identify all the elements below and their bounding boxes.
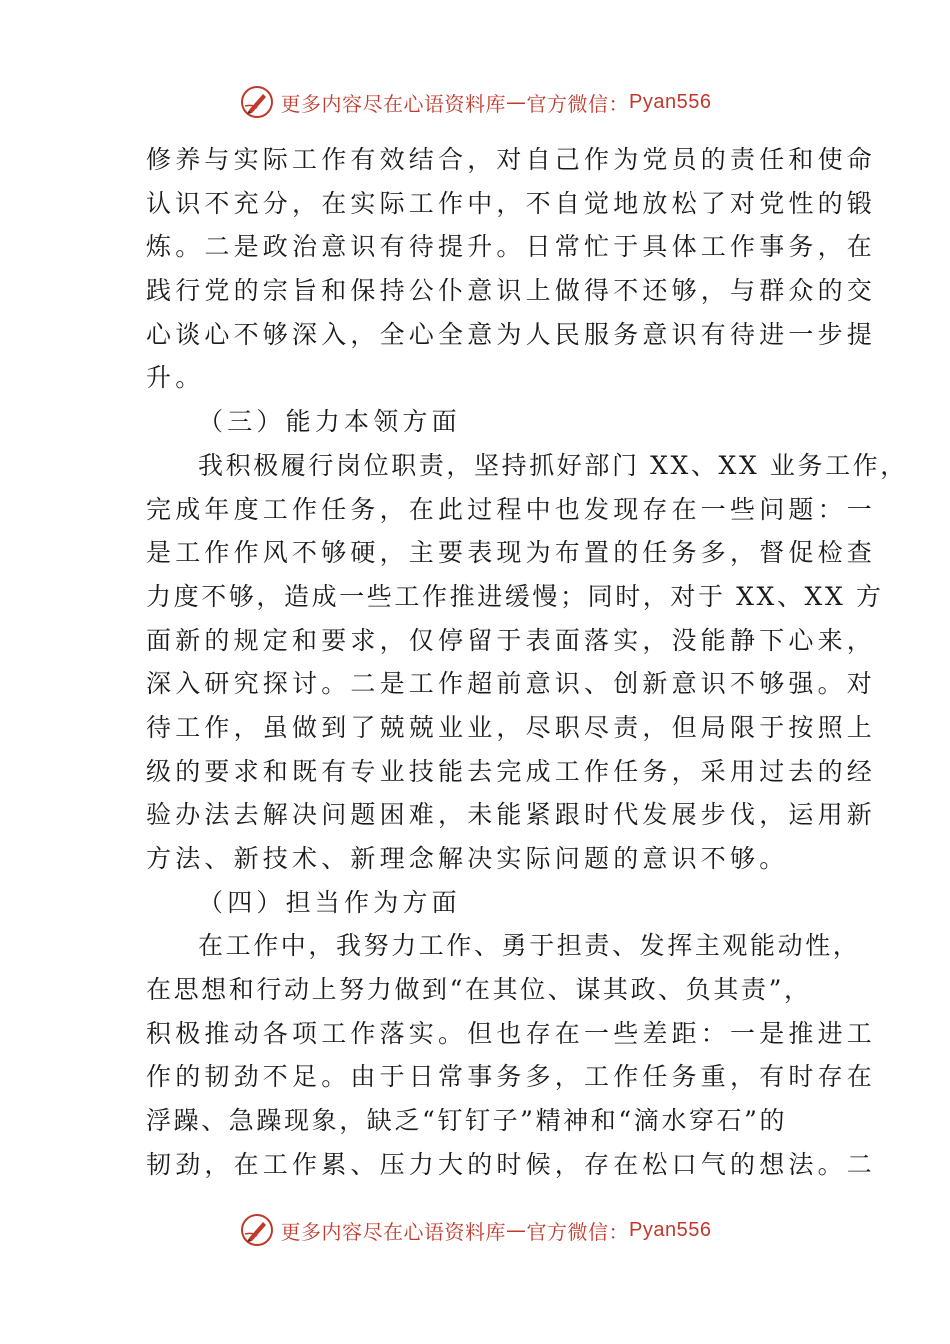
section-heading-responsibility: （四）担当作为方面 <box>198 887 461 917</box>
document-body <box>146 138 908 1187</box>
section-heading-ability: （三）能力本领方面 <box>198 407 461 437</box>
header-watermark-banner <box>0 82 950 122</box>
text-line: 践行党的宗旨和保持公仆意识上做得不还够，与群众的交 <box>146 276 877 306</box>
text-line: 我积极履行岗位职责，坚持抓好部门 XX、XX 业务工作， <box>198 450 908 480</box>
text-line: 韧劲，在工作累、压力大的时候，存在松口气的想法。二 <box>146 1149 877 1179</box>
watermark-wechat-label: 官方微信： <box>526 91 630 116</box>
text-line: 是工作作风不够硬，主要表现为布置的任务多，督促检查 <box>146 538 877 568</box>
watermark-separator: — <box>506 1218 527 1242</box>
watermark-separator: — <box>506 90 527 114</box>
text-line: 修养与实际工作有效结合，对自己作为党员的责任和使命 <box>146 145 877 174</box>
watermark-wechat-id: Pyan556 <box>629 90 712 113</box>
text-line: 面新的规定和要求，仅停留于表面落实，没能静下心来， <box>146 625 877 655</box>
text-line: 级的要求和既有专业技能去完成工作任务，采用过去的经 <box>146 756 877 786</box>
text-line: 升。 <box>146 363 205 393</box>
text-line: 方法、新技术、新理念解决实际问题的意识不够。 <box>146 844 789 873</box>
text-line: 完成年度工作任务，在此过程中也发现存在一些问题：一 <box>146 494 877 524</box>
text-line: 认识不充分，在实际工作中，不自觉地放松了对党性的锻 <box>146 188 877 218</box>
text-line: 浮躁、急躁现象，缺乏“钉钉子”精神和“滴水穿石”的 <box>146 1106 788 1136</box>
watermark-main-text: 更多内容尽在心语资料库 <box>280 91 507 116</box>
text-line: 作的韧劲不足。由于日常事务多，工作任务重，有时存在 <box>146 1062 877 1092</box>
text-line: 验办法去解决问题困难，未能紧跟时代发展步伐，运用新 <box>146 800 877 830</box>
pen-quill-logo-icon <box>239 84 275 120</box>
text-line: 深入研究探讨。二是工作超前意识、创新意识不够强。对 <box>146 669 877 699</box>
watermark-main-text: 更多内容尽在心语资料库 <box>280 1219 507 1244</box>
text-line: 心谈心不够深入，全心全意为人民服务意识有待进一步提 <box>146 319 877 349</box>
pen-quill-logo-icon <box>239 1212 275 1248</box>
watermark-wechat-id: Pyan556 <box>629 1218 712 1241</box>
footer-watermark-banner <box>0 1210 950 1250</box>
text-line: 力度不够，造成一些工作推进缓慢；同时，对于 XX、XX 方 <box>146 581 884 611</box>
text-line: 炼。二是政治意识有待提升。日常忙于具体工作事务，在 <box>146 232 877 262</box>
text-line: 积极推动各项工作落实。但也存在一些差距：一是推进工 <box>146 1018 877 1048</box>
text-line: 待工作，虽做到了兢兢业业，尽职尽责，但局限于按照上 <box>146 712 877 742</box>
text-line: 在工作中，我努力工作、勇于担责、发挥主观能动性， <box>198 931 861 961</box>
text-line: 在思想和行动上努力做到“在其位、谋其政、负其责”， <box>146 975 812 1005</box>
watermark-wechat-label: 官方微信： <box>526 1219 630 1244</box>
